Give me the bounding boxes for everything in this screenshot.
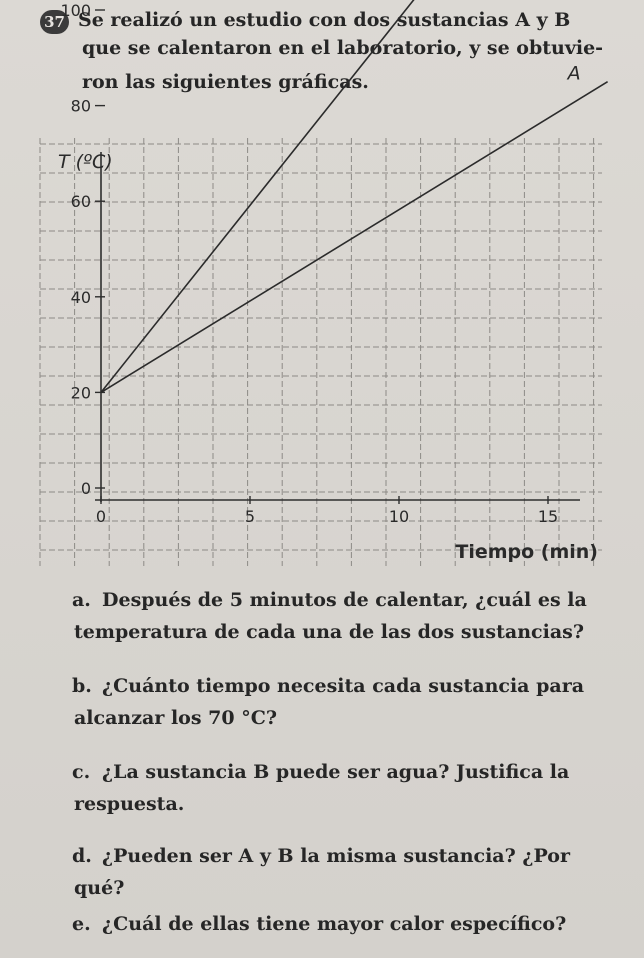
question-letter: e. (72, 913, 91, 935)
y-tick-label: 60 (70, 192, 91, 212)
intro-line: que se calentaron en el laboratorio, y se obtuvie- (82, 37, 604, 59)
question-text: qué? (74, 877, 125, 899)
question-text: Después de 5 minutos de calentar, ¿cuál es la (102, 589, 587, 611)
y-tick-label: 20 (70, 383, 91, 403)
question-text: respuesta. (74, 793, 185, 815)
x-axis-label: Tiempo (min) (455, 541, 598, 563)
series-label-a: A (567, 62, 581, 85)
intro-line: ron las siguientes gráficas. (82, 71, 369, 93)
question-letter: a. (72, 589, 91, 611)
question-text: ¿La sustancia B puede ser agua? Justifica la (102, 761, 570, 783)
x-tick-label: 15 (537, 507, 559, 526)
y-tick-label: 80 (70, 96, 91, 116)
intro-line: Se realizó un estudio con dos sustancias A y B (78, 9, 571, 31)
question-text: ¿Cuánto tiempo necesita cada sustancia para (102, 675, 585, 697)
x-tick-label: 5 (244, 507, 256, 526)
problem-number-badge: 37 (40, 10, 69, 34)
y-tick-label: 100 (60, 1, 91, 20)
y-tick-label: 0 (80, 479, 91, 498)
question-text: ¿Pueden ser A y B la misma sustancia? ¿Por (102, 845, 570, 867)
question-text: alcanzar los 70 °C? (74, 707, 277, 729)
question-text: temperatura de cada una de las dos sustancias? (74, 621, 584, 643)
question-letter: c. (72, 761, 91, 783)
y-axis-label: T (ºC) (58, 151, 113, 173)
series-line-a (101, 82, 608, 393)
x-tick-label: 0 (95, 507, 107, 526)
question-text: ¿Cuál de ellas tiene mayor calor específico? (102, 913, 567, 935)
y-tick-label: 40 (70, 287, 91, 307)
x-tick-label: 10 (388, 507, 410, 526)
question-letter: b. (72, 675, 92, 697)
question-letter: d. (72, 845, 92, 867)
